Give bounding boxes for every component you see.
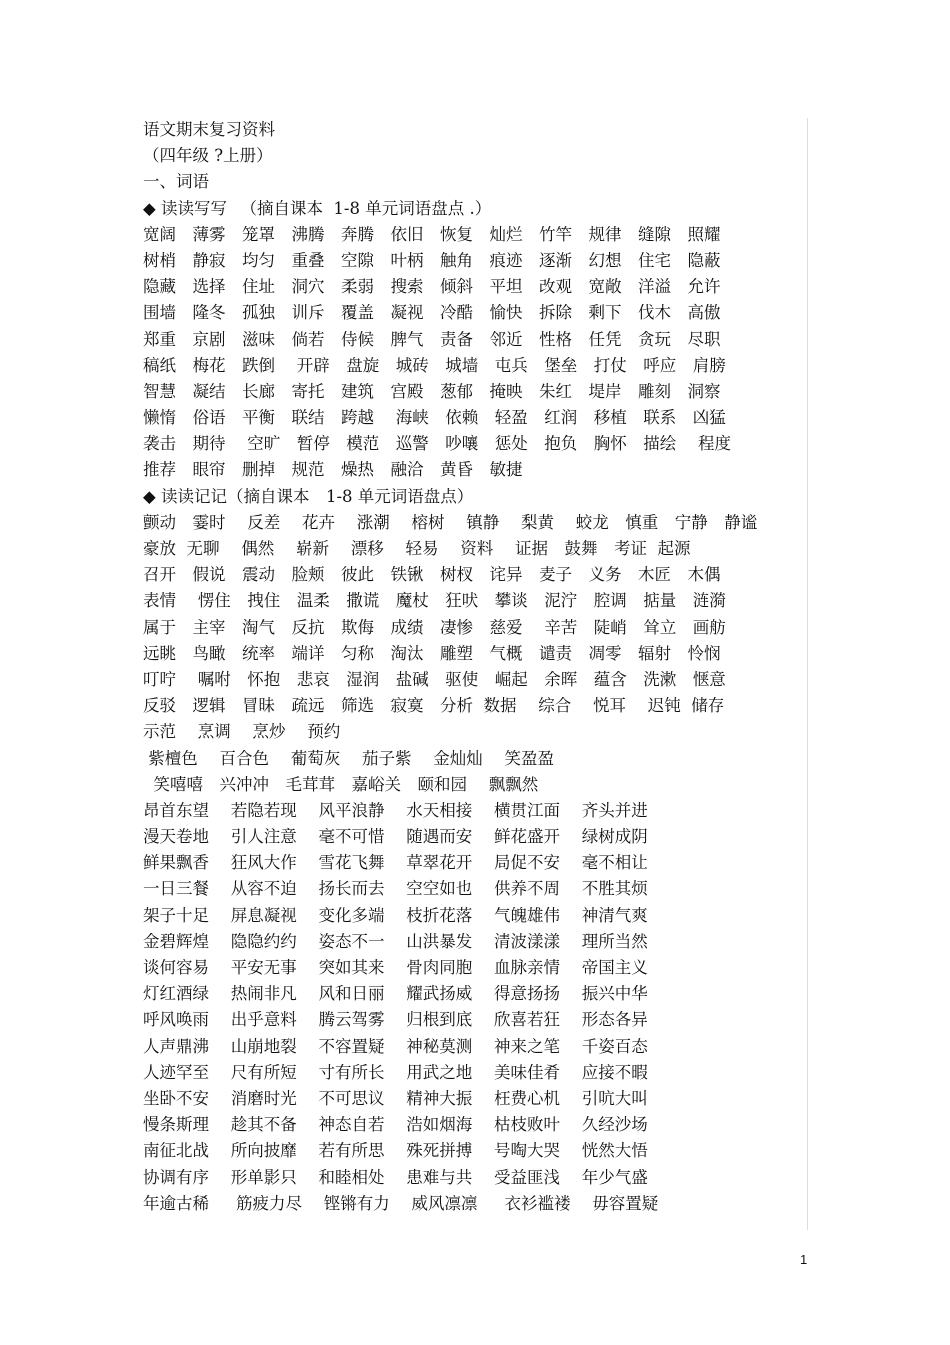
word-row: 属于 主宰 淘气 反抗 欺侮 成绩 凄惨 慈爱 辛苦 陡峭 耸立 画舫	[143, 617, 726, 637]
document-body	[143, 117, 803, 1217]
word-row: 表情 愣住 拽住 温柔 撒谎 魔杖 狂吠 攀谈 泥泞 腔调 掂量 涟漪	[143, 591, 726, 611]
diamond-bullet-icon: ◆	[143, 486, 156, 506]
diamond-bullet-icon: ◆	[143, 198, 156, 218]
word-row: 豪放 无聊 偶然 崭新 漂移 轻易 资料 证据 鼓舞 考证 起源	[143, 539, 691, 558]
word-row: 架子十足 屏息凝视 变化多端 枝折花落 气魄雄伟 神清气爽	[143, 905, 648, 925]
word-row: 袭击 期待 空旷 暂停 模范 巡警 吵嚷 惩处 抱负 胸怀 描绘 程度	[143, 434, 731, 454]
word-list-read-remember	[143, 510, 803, 1217]
word-row: 树梢 静寂 均匀 重叠 空隙 叶柄 触角 痕迹 逐渐 幻想 住宅 隐蔽	[143, 250, 721, 270]
word-row: 召开 假说 震动 脸颊 彼此 铁锹 树杈 诧异 麦子 义务 木匠 木偶	[143, 565, 721, 585]
word-row: 懒惰 俗语 平衡 联结 跨越 海峡 依赖 轻盈 红润 移植 联系 凶猛	[143, 408, 726, 428]
page-number: 1	[800, 1252, 808, 1267]
word-row: 昂首东望 若隐若现 风平浪静 水天相接 横贯江面 齐头并进	[143, 800, 648, 820]
word-row: 南征北战 所向披靡 若有所思 殊死拼搏 号啕大哭 恍然大悟	[143, 1141, 648, 1161]
word-row: 宽阔 薄雾 笼罩 沸腾 奔腾 依旧 恢复 灿烂 竹竿 规律 缝隙 照耀	[143, 224, 721, 244]
word-row: 呼风唤雨 出乎意料 腾云驾雾 归根到底 欣喜若狂 形态各异	[143, 1010, 648, 1030]
word-row: 漫天卷地 引人注意 毫不可惜 随遇而安 鲜花盛开 绿树成阴	[143, 827, 648, 847]
word-row: 笑嘻嘻 兴冲冲 毛茸茸 嘉峪关 颐和园 飘飘然	[143, 774, 539, 794]
word-row: 智慧 凝结 长廊 寄托 建筑 宫殿 葱郁 掩映 朱红 堤岸 雕刻 洞察	[143, 381, 721, 401]
word-row: 坐卧不安 消磨时光 不可思议 精神大振 枉费心机 引吭大叫	[143, 1088, 648, 1108]
word-row: 协调有序 形单影只 和睦相处 患难与共 受益匪浅 年少气盛	[143, 1167, 648, 1187]
word-row: 隐藏 选择 住址 洞穴 柔弱 搜索 倾斜 平坦 改观 宽敞 洋溢 允许	[143, 277, 721, 297]
word-row: 叮咛 嘱咐 怀抱 悲哀 湿润 盐碱 驱使 崛起 余晖 蕴含 洗漱 惬意	[143, 669, 726, 689]
subsection-heading-read-remember	[143, 484, 803, 510]
section-heading-vocabulary: 一、词语	[143, 172, 209, 192]
word-row: 围墙 隆冬 孤独 训斥 覆盖 凝视 冷酷 愉快 拆除 剩下 伐木 高傲	[143, 303, 721, 323]
doc-title: 语文期末复习资料	[143, 120, 275, 139]
word-row: 颤动 霎时 反差 花卉 涨潮 榕树 镇静 梨黄 蛟龙 慎重 宁静 静谧	[143, 512, 758, 532]
word-row: 一日三餐 从容不迫 扬长而去 空空如也 供养不周 不胜其烦	[143, 879, 648, 899]
word-row: 郑重 京剧 滋味 倘若 侍候 脾气 责备 邻近 性格 任凭 贪玩 尽职	[143, 329, 721, 349]
subsection-title: 读读写写 （摘自课本 1-8 单元词语盘点 .）	[155, 198, 492, 218]
word-row: 示范 烹调 烹炒 预约	[143, 722, 341, 742]
margin-rule	[807, 118, 808, 1230]
word-row: 推荐 眼帘 删掉 规范 燥热 融洽 黄昏 敏捷	[143, 460, 523, 480]
word-list-read-write	[143, 222, 803, 484]
word-row: 反驳 逻辑 冒昧 疏远 筛选 寂寞 分析 数据 综合 悦耳 迟钝 储存	[143, 696, 725, 716]
word-row: 人迹罕至 尺有所短 寸有所长 用武之地 美味佳肴 应接不暇	[143, 1062, 648, 1082]
subsection-title: 读读记记（摘自课本 1-8 单元词语盘点）	[155, 486, 474, 506]
subsection-heading-read-write	[143, 196, 803, 222]
word-row: 谈何容易 平安无事 突如其来 骨肉同胞 血脉亲情 帝国主义	[143, 958, 648, 977]
word-row: 年逾古稀 筋疲力尽 铿锵有力 威风凛凛 衣衫褴褛 毋容置疑	[143, 1193, 659, 1213]
word-row: 紫檀色 百合色 葡萄灰 茄子紫 金灿灿 笑盈盈	[143, 748, 554, 768]
word-row: 稿纸 梅花 跌倒 开辟 盘旋 城砖 城墙 屯兵 堡垒 打仗 呼应 肩膀	[143, 355, 726, 375]
word-row: 鲜果飘香 狂风大作 雪花飞舞 草翠花开 局促不安 毫不相让	[143, 853, 648, 873]
doc-subtitle: （四年级 ?上册）	[143, 146, 273, 166]
word-row: 金碧辉煌 隐隐约约 姿态不一 山洪暴发 清波漾漾 理所当然	[143, 931, 648, 951]
word-row: 慢条斯理 趁其不备 神态自若 浩如烟海 枯枝败叶 久经沙场	[143, 1115, 648, 1135]
word-row: 人声鼎沸 山崩地裂 不容置疑 神秘莫测 神来之笔 千姿百态	[143, 1036, 648, 1056]
word-row: 远眺 鸟瞰 统率 端详 匀称 淘汰 雕塑 气概 谴责 凋零 辐射 怜悯	[143, 643, 721, 663]
word-row: 灯红酒绿 热闹非凡 风和日丽 耀武扬威 得意扬扬 振兴中华	[143, 984, 648, 1004]
